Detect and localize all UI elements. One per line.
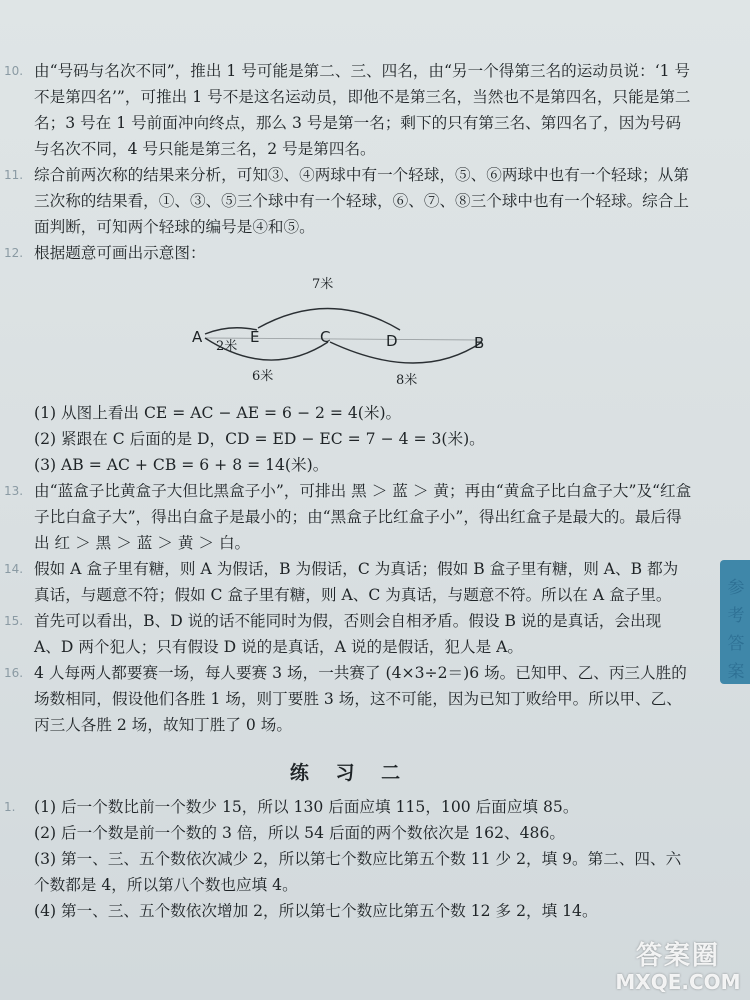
point-a-label: A: [192, 328, 203, 346]
exercise2-item-2: [0, 820, 700, 846]
side-tab-char: 答: [727, 634, 745, 654]
item-number: 11.: [4, 168, 24, 182]
item-number: 15.: [4, 614, 24, 628]
answer-item-10: [0, 58, 700, 162]
point-e-label: E: [250, 328, 260, 346]
watermark-url: MXQE.COM: [615, 970, 741, 994]
exercise2-item-4: [0, 898, 700, 924]
exercise2-item-1: [0, 794, 700, 820]
side-tab-label: [724, 574, 748, 686]
distance-cb-label: 8米: [396, 373, 418, 388]
answer-line: (3) AB = AC + CB = 6 + 8 = 14(米)。: [34, 456, 329, 474]
item-number: 10.: [4, 64, 24, 78]
exercise2-item-3: [0, 846, 700, 898]
item-text: 假如 A 盒子里有糖，则 A 为假话，B 为假话，C 为真话；假如 B 盒子里有糖，则 A、B 都为真话，与题意不符；假如 C 盒子里有糖，则 A、C 为真话，与题意不符。所以在 A 盒子里。: [34, 560, 679, 604]
item12-answers: [0, 400, 700, 478]
item-text: 4 人每两人都要赛一场，每人要赛 3 场，一共赛了 (4×3÷2＝)6 场。已知甲、乙、丙三人胜的场数相同，假设他们各胜 1 场，则丁要胜 3 场，这不可能，因为已知丁败给甲。所以甲、乙、丙三人各胜 2 场，故知丁胜了 0 场。: [34, 664, 687, 734]
watermark: [612, 935, 744, 994]
section-title: 练 习 二: [289, 762, 411, 784]
answer-item-16: [0, 660, 700, 738]
distance-ac-label: 6米: [252, 369, 274, 384]
arc-ed: [258, 308, 400, 330]
item-number: 13.: [4, 484, 24, 498]
distance-ed-label: 7米: [312, 277, 334, 292]
arc-cb: [330, 342, 482, 363]
item-text: (4) 第一、三、五个数依次增加 2，所以第七个数应比第五个数 12 多 2，填 14。: [34, 902, 598, 920]
answer-line: (2) 紧跟在 C 后面的是 D，CD = ED − EC = 7 − 4 = 3(米)。: [34, 430, 485, 448]
answer-item-11: [0, 162, 700, 240]
point-c-label: C: [320, 328, 331, 346]
watermark-logo-text: 答案圈: [635, 941, 720, 971]
side-tab-char: 案: [727, 662, 745, 682]
point-b-label: B: [474, 334, 485, 352]
distance-ae-label: 2米: [216, 339, 238, 354]
answer-item-12: [0, 240, 700, 266]
item-number: 14.: [4, 562, 24, 576]
item-number: 16.: [4, 666, 24, 680]
answer-line: (1) 从图上看出 CE = AC − AE = 6 − 2 = 4(米)。: [34, 404, 402, 422]
point-d-label: D: [386, 332, 398, 350]
answer-text-block: [0, 58, 700, 924]
answer-item-13: [0, 478, 700, 556]
distance-diagram: [0, 268, 700, 396]
item-text: 由“蓝盒子比黄盒子大但比黑盒子小”，可排出 黑 ＞ 蓝 ＞ 黄；再由“黄盒子比白盒子大”及“红盒子比白盒子大”，得出白盒子是最小的；由“黑盒子比红盒子小”，得出红盒子是最大的。最后得出 红 ＞ 黑 ＞ 蓝 ＞ 黄 ＞ 白。: [34, 482, 692, 552]
item-text: 首先可以看出，B、D 说的话不能同时为假，否则会自相矛盾。假设 B 说的是真话，会出现 A、D 两个犯人；只有假设 D 说的是真话，A 说的是假话，犯人是 A。: [34, 612, 662, 656]
item-text: 根据题意可画出示意图：: [34, 244, 206, 262]
item-number: 1.: [4, 800, 16, 814]
item-text: (1) 后一个数比前一个数少 15，所以 130 后面应填 115，100 后面应填 85。: [34, 798, 579, 816]
item-text: 综合前两次称的结果来分析，可知③、④两球中有一个轻球，⑤、⑥两球中也有一个轻球；从第三次称的结果看，①、③、⑤三个球中有一个轻球，⑥、⑦、⑧三个球中也有一个轻球。综合上面判断，可知两个轻球的编号是④和⑤。: [34, 166, 689, 236]
answer-item-14: [0, 556, 700, 608]
item-text: (2) 后一个数是前一个数的 3 倍，所以 54 后面的两个数依次是 162、486。: [34, 824, 565, 842]
item-number: 12.: [4, 246, 24, 260]
distance-diagram-svg: [0, 268, 700, 396]
item-text: 由“号码与名次不同”，推出 1 号可能是第二、三、四名，由“另一个得第三名的运动员说：‘1 号不是第四名’”，可推出 1 号不是这名运动员，即他不是第三名，当然也不是第四名，只能是第二名；3 号在 1 号前面冲向终点，那么 3 号是第一名；剩下的只有第三名、第四名了，因为号码与名次不同，4 号只能是第三名，2 号是第四名。: [34, 62, 691, 158]
answer-item-15: [0, 608, 700, 660]
side-tab-char: 考: [727, 606, 745, 626]
side-tab-char: 参: [727, 578, 745, 598]
baseline: [205, 338, 482, 340]
item-text: (3) 第一、三、五个数依次减少 2，所以第七个数应比第五个数 11 少 2，填 9。第二、四、六个数都是 4，所以第八个数也应填 4。: [34, 850, 682, 894]
